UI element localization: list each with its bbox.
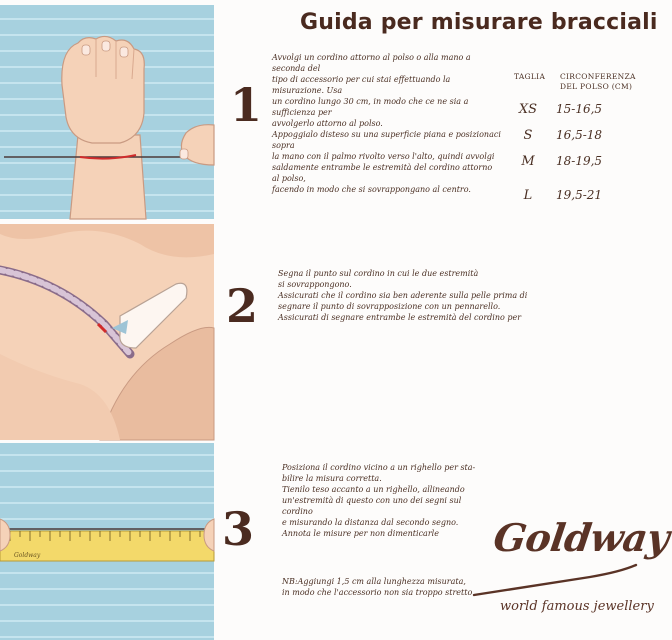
size-row-s: [510, 128, 640, 148]
text-line: avvolgerlo attorno al polso.: [272, 119, 383, 128]
text-line: bilire la misura corretta.: [282, 474, 382, 483]
step-number-1: 1: [230, 78, 263, 132]
text-line: Appoggialo disteso su una superficie piana e posizionaci sopra: [272, 130, 501, 150]
text-line: Assicurati di segnare entrambe le estremità del cordino per: [278, 313, 522, 322]
size-header: TAGLIA: [514, 72, 546, 81]
text-line: Posiziona il cordino vicino a un righello per sta-: [282, 463, 476, 472]
text-line: si sovrappongono.: [278, 280, 352, 289]
illustration-measure-ruler: [0, 443, 214, 640]
text-line: NB:Aggiungi 1,5 cm alla lunghezza misurata,: [282, 577, 466, 586]
size-circumference: 16,5-18: [556, 128, 603, 142]
size-label: S: [523, 128, 533, 143]
size-circumference: 15-16,5: [556, 102, 603, 116]
logo-wordmark: Goldway: [490, 515, 672, 560]
circumference-header-line2: DEL POLSO (CM): [560, 82, 633, 91]
text-line: segnare il punto di sovrapposizione con un pennarello.: [278, 302, 501, 311]
size-label: XS: [518, 102, 538, 117]
brand-logo: [470, 515, 672, 625]
size-label: M: [521, 154, 535, 169]
size-circumference: 19,5-21: [556, 188, 603, 202]
size-row-m: [510, 154, 640, 174]
size-row-l: [510, 188, 640, 208]
text-line: tipo di accessorio per cui stai effettuando la misurazione. Usa: [272, 75, 451, 95]
text-line: Segna il punto sul cordino in cui le due estremità: [278, 269, 479, 278]
page-title: Guida per misurare bracciali: [300, 10, 658, 35]
circumference-header-line1: CIRCONFERENZA: [560, 72, 636, 81]
step-3-note: [282, 576, 482, 598]
step-number-3: 3: [222, 502, 255, 556]
size-label: L: [523, 188, 533, 203]
text-line: la mano con il palmo rivolto verso l'alto, quindi avvolgi: [272, 152, 495, 161]
text-line: in modo che l'accessorio non sia troppo stretto: [282, 588, 473, 597]
size-row-xs: [510, 102, 640, 122]
text-line: Assicurati che il cordino sia ben aderente sulla pelle prima di: [278, 291, 528, 300]
logo-swoosh-icon: [470, 555, 640, 601]
size-circumference: 18-19,5: [556, 154, 603, 168]
text-line: Annota le misure per non dimenticarle: [282, 529, 439, 538]
text-line: Tienilo teso accanto a un righello, allineando: [282, 485, 465, 494]
text-line: e misurando la distanza dal secondo segno.: [282, 518, 459, 527]
step-number-2: 2: [226, 279, 259, 333]
step-2-text: [278, 268, 528, 323]
illustration-mark-string: [0, 224, 214, 440]
text-line: Avvolgi un cordino attorno al polso o alla mano a seconda del: [272, 53, 471, 73]
step-1-text: [272, 52, 502, 195]
step-3-text: [282, 462, 482, 539]
illustration-wrap-string: [0, 5, 214, 219]
text-line: saldamente entrambe le estremità del cordino attorno al polso,: [272, 163, 493, 183]
logo-tagline: world famous jewellery: [500, 599, 654, 614]
ruler-brand-label: Goldway: [14, 552, 41, 559]
text-line: facendo in modo che si sovrappongano al centro.: [272, 185, 471, 194]
text-line: un'estremità di questo con uno dei segni sul: [282, 496, 462, 505]
text-line: un cordino lungo 30 cm, in modo che ce ne sia a sufficienza per: [272, 97, 469, 117]
text-line: cordino: [282, 507, 313, 516]
